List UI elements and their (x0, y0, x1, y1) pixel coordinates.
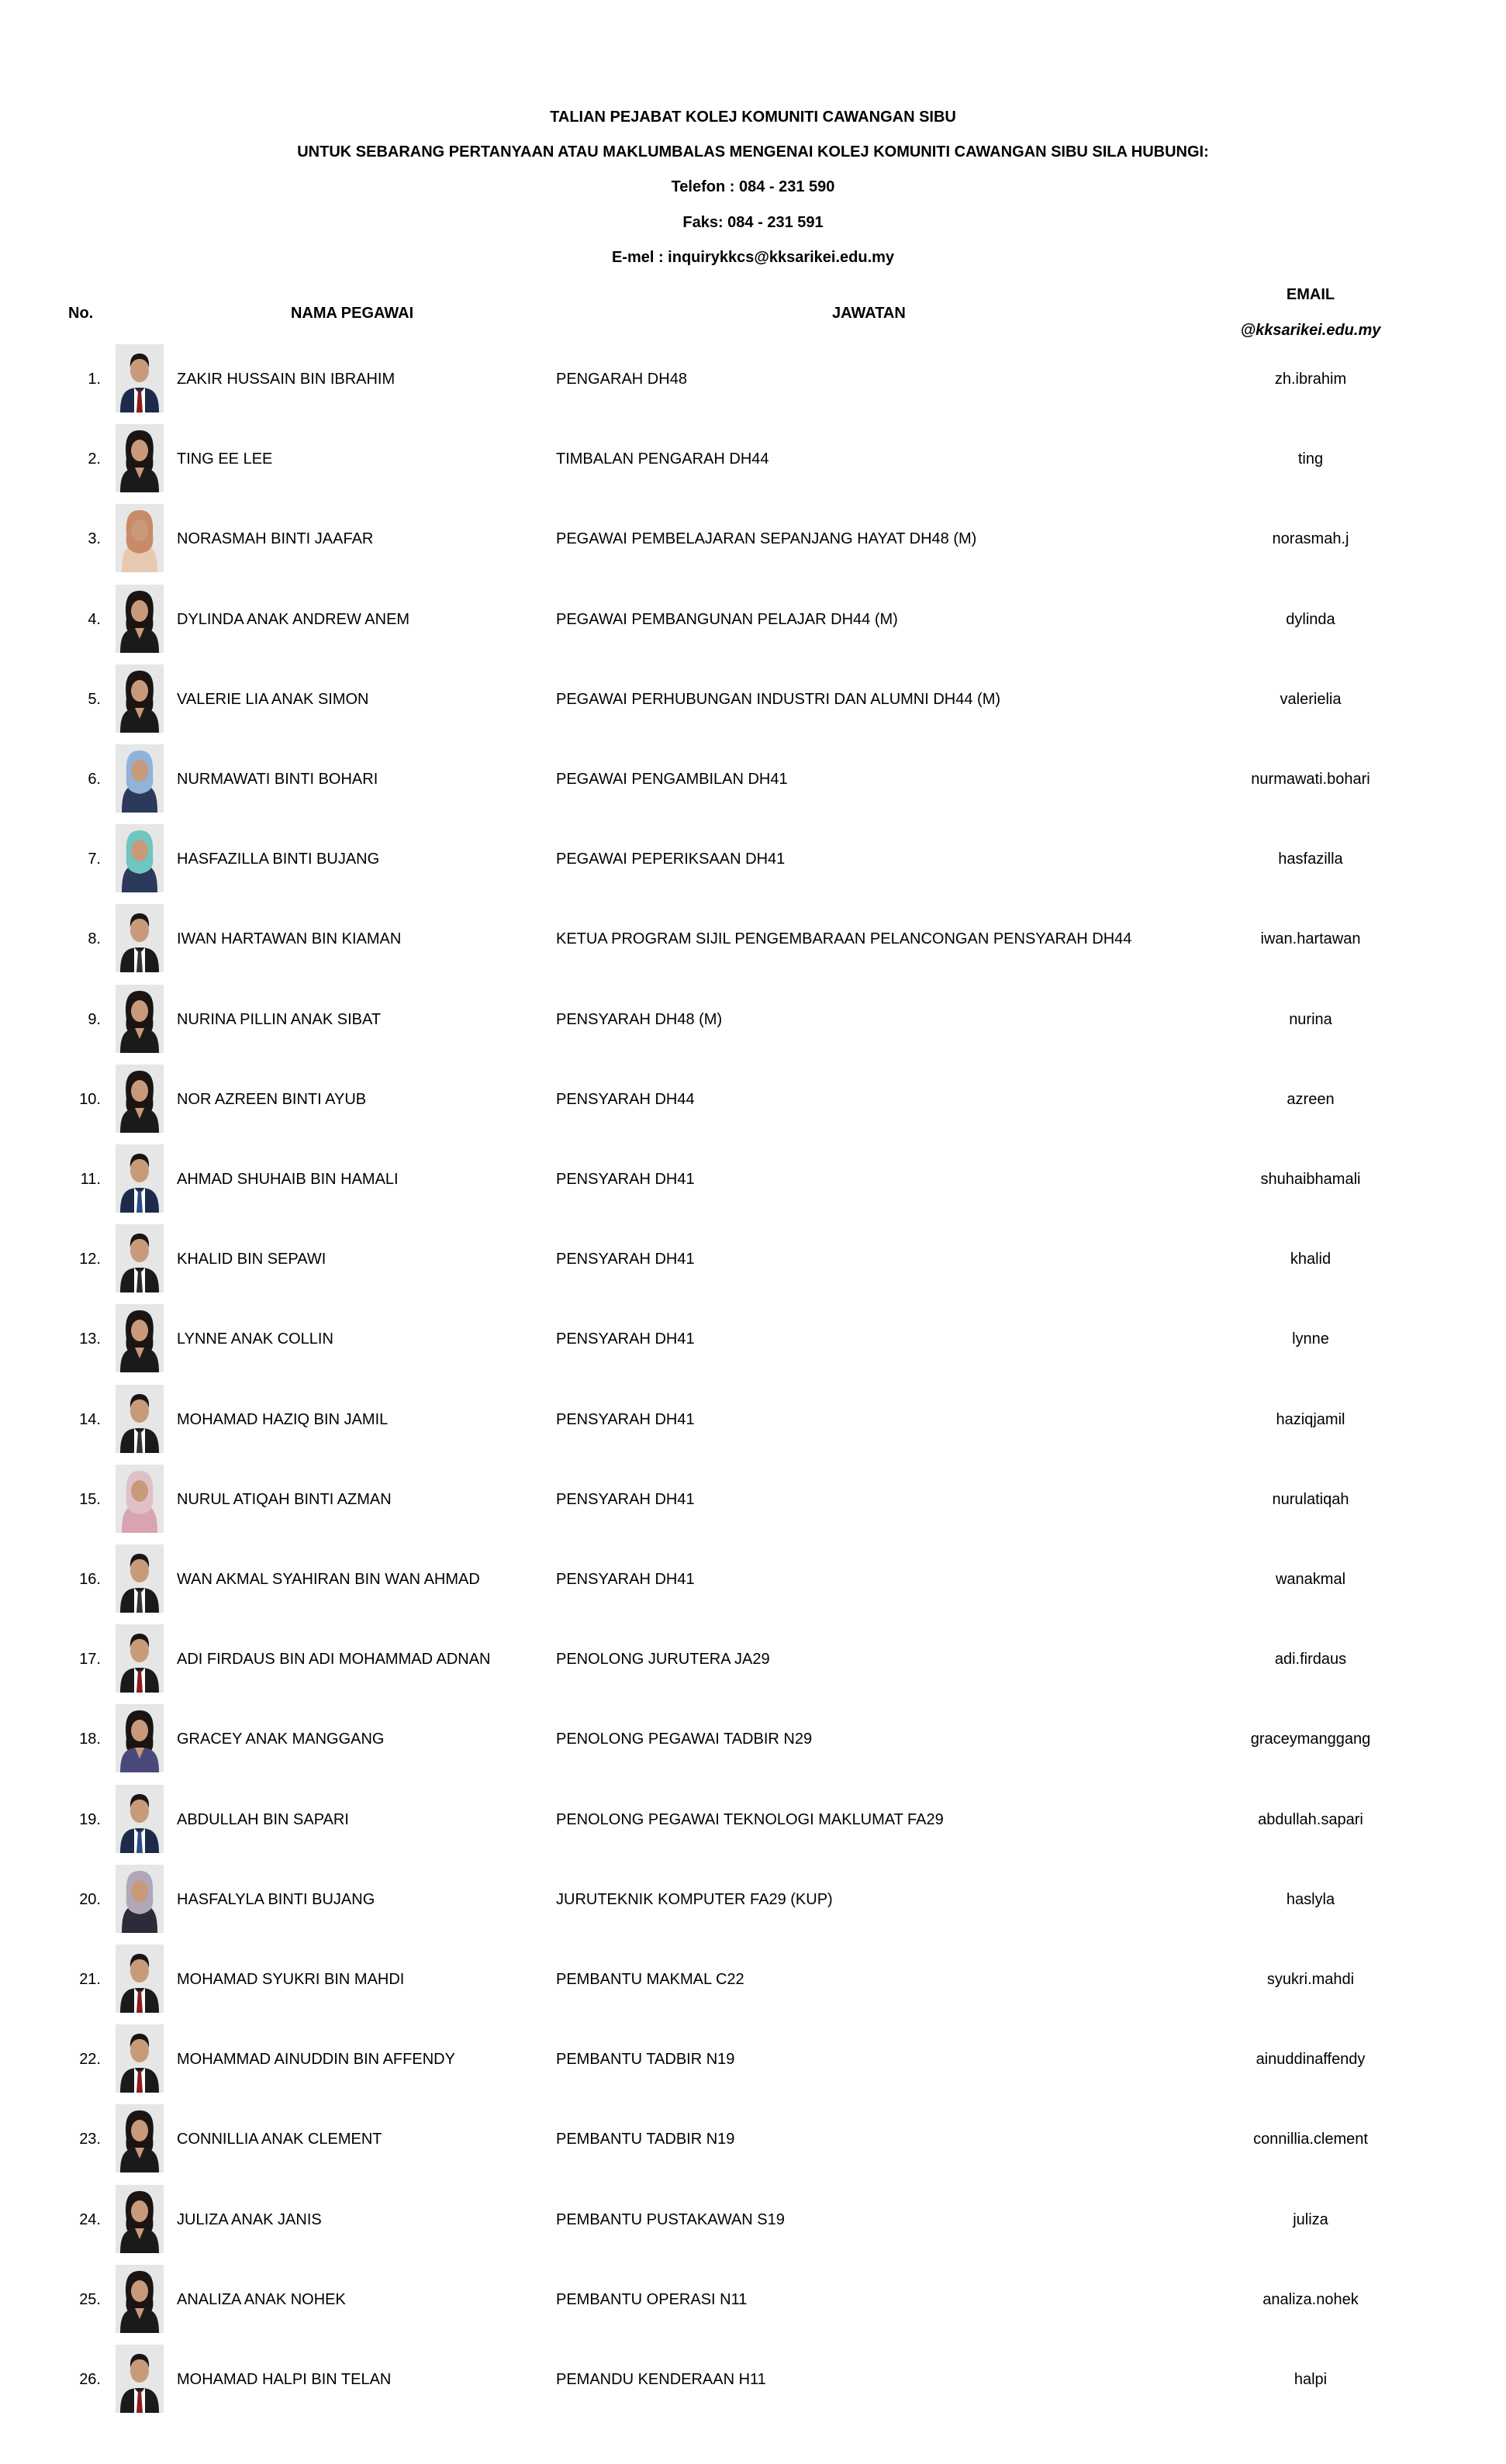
staff-email: ainuddinaffendy (1256, 2050, 1366, 2068)
staff-position: PEGAWAI PEMBANGUNAN PELAJAR DH44 (M) (556, 610, 898, 628)
staff-name: HASFALYLA BINTI BUJANG (177, 1890, 375, 1908)
staff-email: syukri.mahdi (1266, 1970, 1355, 1988)
table-row (0, 2259, 1506, 2339)
table-row (0, 2019, 1506, 2099)
staff-name: LYNNE ANAK COLLIN (177, 1330, 333, 1348)
staff-name: TING EE LEE (177, 450, 273, 468)
staff-photo (116, 1065, 164, 1133)
staff-name: WAN AKMAL SYAHIRAN BIN WAN AHMAD (177, 1570, 480, 1588)
table-row (0, 1299, 1506, 1379)
staff-name: NURINA PILLIN ANAK SIBAT (177, 1010, 382, 1028)
staff-email: analiza.nohek (1262, 2290, 1359, 2308)
emel-line: E-mel : inquirykkcs@kksarikei.edu.my (611, 249, 895, 266)
staff-name: GRACEY ANAK MANGGANG (177, 1730, 385, 1748)
staff-name: MOHAMMAD AINUDDIN BIN AFFENDY (177, 2050, 455, 2068)
staff-email: ting (1297, 450, 1324, 468)
table-row (0, 739, 1506, 819)
staff-position: PENOLONG PEGAWAI TEKNOLOGI MAKLUMAT FA29 (556, 1810, 944, 1828)
staff-email: abdullah.sapari (1258, 1810, 1363, 1828)
staff-position: PENOLONG PEGAWAI TADBIR N29 (556, 1730, 813, 1748)
staff-position: KETUA PROGRAM SIJIL PENGEMBARAAN PELANCONGAN PENSYARAH DH44 (556, 930, 1132, 947)
staff-name: NURMAWATI BINTI BOHARI (177, 770, 378, 788)
staff-email: lynne (1292, 1330, 1329, 1348)
staff-name: AHMAD SHUHAIB BIN HAMALI (177, 1170, 399, 1188)
staff-photo (116, 1624, 164, 1693)
table-row (0, 659, 1506, 739)
staff-position: PEMANDU KENDERAAN H11 (556, 2370, 766, 2388)
staff-name: KHALID BIN SEPAWI (177, 1250, 326, 1268)
staff-position: PENSYARAH DH41 (556, 1170, 695, 1188)
staff-email: halpi (1294, 2370, 1328, 2388)
row-number: 16. (79, 1570, 101, 1588)
staff-name: IWAN HARTAWAN BIN KIAMAN (177, 930, 402, 947)
staff-name: MOHAMAD HALPI BIN TELAN (177, 2370, 392, 2388)
row-number: 20. (79, 1890, 101, 1908)
row-number: 13. (79, 1330, 101, 1348)
staff-photo (116, 1465, 164, 1533)
table-row (0, 819, 1506, 899)
table-row (0, 899, 1506, 978)
row-number: 24. (79, 2210, 101, 2228)
staff-position: PENSYARAH DH41 (556, 1410, 695, 1428)
column-header-email: EMAIL (1286, 286, 1335, 303)
staff-name: ANALIZA ANAK NOHEK (177, 2290, 346, 2308)
column-header-name: NAMA PEGAWAI (291, 305, 414, 322)
row-number: 25. (79, 2290, 101, 2308)
staff-email: nurina (1289, 1010, 1332, 1028)
table-row (0, 1379, 1506, 1459)
staff-photo (116, 824, 164, 892)
staff-photo (116, 1544, 164, 1613)
staff-photo (116, 1865, 164, 1933)
row-number: 22. (79, 2050, 101, 2068)
table-row (0, 2179, 1506, 2259)
staff-email: azreen (1287, 1090, 1335, 1108)
row-number: 14. (79, 1410, 101, 1428)
staff-name: VALERIE LIA ANAK SIMON (177, 690, 369, 708)
staff-position: PEGAWAI PEMBELAJARAN SEPANJANG HAYAT DH48 (M) (556, 530, 977, 547)
staff-photo (116, 585, 164, 653)
staff-photo (116, 344, 164, 412)
staff-email: dylinda (1286, 610, 1335, 628)
staff-position: PEGAWAI PERHUBUNGAN INDUSTRI DAN ALUMNI DH44 (M) (556, 690, 1001, 708)
staff-email: haslyla (1286, 1890, 1335, 1908)
table-row (0, 1859, 1506, 1939)
row-number: 17. (79, 1650, 101, 1668)
staff-email: hasfazilla (1278, 850, 1343, 868)
staff-photo (116, 2345, 164, 2413)
staff-position: PENSYARAH DH41 (556, 1250, 695, 1268)
staff-position: PENSYARAH DH44 (556, 1090, 695, 1108)
table-row (0, 1779, 1506, 1859)
row-number: 7. (88, 850, 101, 868)
staff-name: DYLINDA ANAK ANDREW ANEM (177, 610, 410, 628)
staff-position: PEMBANTU TADBIR N19 (556, 2130, 735, 2148)
row-number: 15. (79, 1490, 101, 1508)
staff-email: juliza (1293, 2210, 1328, 2228)
staff-name: NORASMAH BINTI JAAFAR (177, 530, 374, 547)
staff-email: graceymanggang (1250, 1730, 1371, 1748)
row-number: 4. (88, 610, 101, 628)
row-number: 3. (88, 530, 101, 547)
row-number: 11. (80, 1170, 101, 1188)
row-number: 5. (88, 690, 101, 708)
staff-email: valerielia (1280, 690, 1342, 708)
staff-name: MOHAMAD HAZIQ BIN JAMIL (177, 1410, 389, 1428)
staff-email: iwan.hartawan (1260, 930, 1361, 947)
table-row (0, 1219, 1506, 1299)
staff-email: norasmah.j (1272, 530, 1349, 547)
staff-name: ADI FIRDAUS BIN ADI MOHAMMAD ADNAN (177, 1650, 491, 1668)
faks-line: Faks: 084 - 231 591 (682, 214, 824, 231)
staff-photo (116, 664, 164, 733)
staff-name: MOHAMAD SYUKRI BIN MAHDI (177, 1970, 405, 1988)
staff-email: adi.firdaus (1274, 1650, 1347, 1668)
staff-photo (116, 1224, 164, 1292)
staff-position: PENSYARAH DH41 (556, 1330, 695, 1348)
staff-photo (116, 744, 164, 813)
staff-name: HASFAZILLA BINTI BUJANG (177, 850, 380, 868)
staff-photo (116, 2265, 164, 2333)
staff-photo (116, 1945, 164, 2013)
column-header-position: JAWATAN (832, 305, 906, 322)
staff-photo (116, 504, 164, 572)
staff-email: khalid (1290, 1250, 1332, 1268)
staff-photo (116, 1385, 164, 1453)
row-number: 12. (79, 1250, 101, 1268)
table-row (0, 1539, 1506, 1619)
staff-position: TIMBALAN PENGARAH DH44 (556, 450, 769, 468)
staff-photo (116, 904, 164, 972)
row-number: 18. (79, 1730, 101, 1748)
staff-position: PEGAWAI PENGAMBILAN DH41 (556, 770, 788, 788)
staff-photo (116, 2185, 164, 2253)
row-number: 8. (88, 930, 101, 947)
staff-email: nurulatiqah (1272, 1490, 1349, 1508)
staff-photo (116, 1144, 164, 1213)
table-row (0, 339, 1506, 419)
table-row (0, 499, 1506, 578)
staff-position: PENOLONG JURUTERA JA29 (556, 1650, 770, 1668)
table-row (0, 1139, 1506, 1219)
staff-position: JURUTEKNIK KOMPUTER FA29 (KUP) (556, 1890, 833, 1908)
column-header-no: No. (68, 305, 94, 322)
row-number: 19. (79, 1810, 101, 1828)
staff-photo (116, 424, 164, 492)
row-number: 1. (88, 370, 101, 388)
row-number: 23. (79, 2130, 101, 2148)
staff-email: zh.ibrahim (1274, 370, 1347, 388)
staff-photo (116, 1704, 164, 1772)
row-number: 26. (79, 2370, 101, 2388)
staff-photo (116, 2024, 164, 2093)
staff-position: PENSYARAH DH41 (556, 1490, 695, 1508)
staff-email: nurmawati.bohari (1251, 770, 1370, 788)
staff-position: PENSYARAH DH41 (556, 1570, 695, 1588)
row-number: 21. (79, 1970, 101, 1988)
staff-name: NURUL ATIQAH BINTI AZMAN (177, 1490, 392, 1508)
staff-position: PENSYARAH DH48 (M) (556, 1010, 723, 1028)
staff-photo (116, 2104, 164, 2172)
staff-position: PEMBANTU MAKMAL C22 (556, 1970, 744, 1988)
table-row (0, 2099, 1506, 2179)
row-number: 2. (88, 450, 101, 468)
table-row (0, 419, 1506, 499)
staff-photo (116, 985, 164, 1053)
staff-position: PEMBANTU TADBIR N19 (556, 2050, 735, 2068)
staff-position: PEMBANTU PUSTAKAWAN S19 (556, 2210, 785, 2228)
staff-name: ABDULLAH BIN SAPARI (177, 1810, 349, 1828)
staff-position: PEGAWAI PEPERIKSAAN DH41 (556, 850, 786, 868)
table-row (0, 1059, 1506, 1139)
staff-name: ZAKIR HUSSAIN BIN IBRAHIM (177, 370, 395, 388)
staff-photo (116, 1785, 164, 1853)
staff-name: JULIZA ANAK JANIS (177, 2210, 322, 2228)
staff-email: shuhaibhamali (1260, 1170, 1361, 1188)
row-number: 6. (88, 770, 101, 788)
email-domain: @kksarikei.edu.my (1240, 322, 1381, 339)
staff-email: wanakmal (1275, 1570, 1346, 1588)
staff-position: PEMBANTU OPERASI N11 (556, 2290, 748, 2308)
row-number: 10. (79, 1090, 101, 1108)
staff-photo (116, 1304, 164, 1372)
row-number: 9. (88, 1010, 101, 1028)
staff-name: CONNILLIA ANAK CLEMENT (177, 2130, 382, 2148)
table-row (0, 579, 1506, 659)
table-row (0, 1459, 1506, 1539)
staff-email: haziqjamil (1276, 1410, 1345, 1428)
table-row (0, 979, 1506, 1059)
page-title: TALIAN PEJABAT KOLEJ KOMUNITI CAWANGAN SIBU (550, 109, 956, 126)
page-subtitle: UNTUK SEBARANG PERTANYAAN ATAU MAKLUMBALAS MENGENAI KOLEJ KOMUNITI CAWANGAN SIBU SILA HUBUNGI: (297, 143, 1209, 160)
table-row (0, 1939, 1506, 2019)
table-row (0, 2339, 1506, 2419)
staff-name: NOR AZREEN BINTI AYUB (177, 1090, 367, 1108)
telefon-line: Telefon : 084 - 231 590 (671, 178, 835, 195)
staff-position: PENGARAH DH48 (556, 370, 687, 388)
table-row (0, 1699, 1506, 1779)
table-row (0, 1619, 1506, 1699)
staff-email: connillia.clement (1253, 2130, 1368, 2148)
